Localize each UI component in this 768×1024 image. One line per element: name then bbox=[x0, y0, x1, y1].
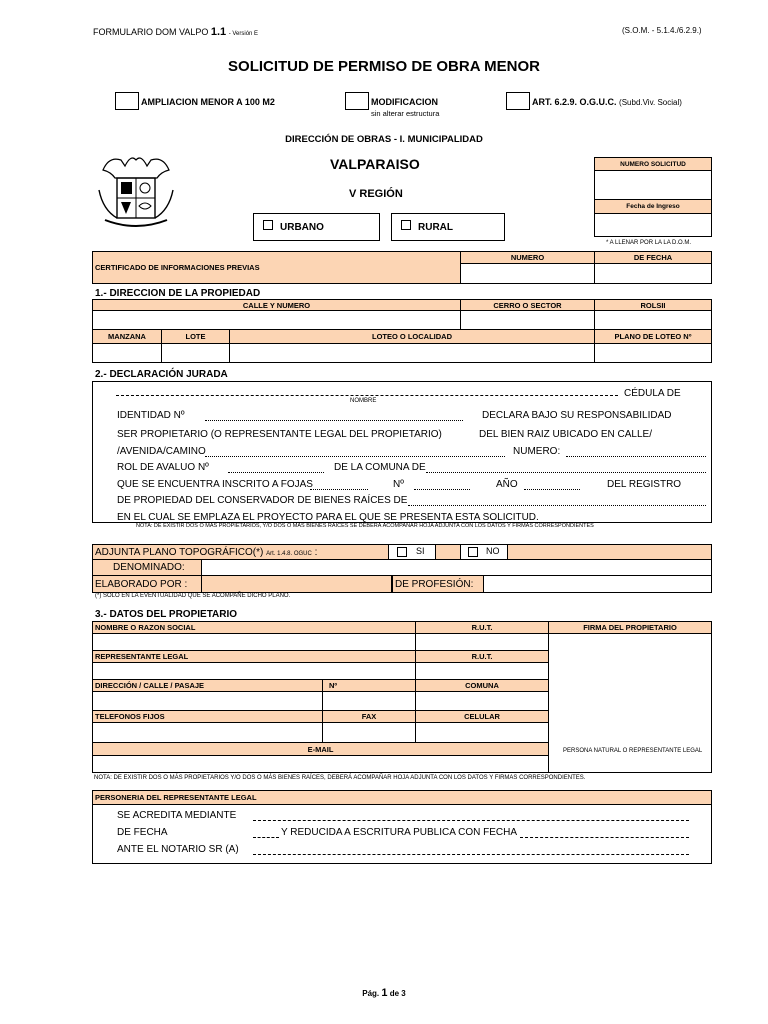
celular-field[interactable] bbox=[415, 722, 549, 743]
numero-solicitud-label: NUMERO SOLICITUD bbox=[594, 157, 712, 171]
lote-label: LOTE bbox=[161, 329, 230, 344]
region-name: V REGIÓN bbox=[349, 188, 403, 200]
fecha-ingreso-field[interactable] bbox=[594, 213, 712, 237]
celular-label: CELULAR bbox=[415, 710, 549, 723]
city-name: VALPARAISO bbox=[330, 156, 420, 172]
urbano-checkbox[interactable] bbox=[263, 220, 273, 230]
personeria-title: PERSONERIA DEL REPRESENTANTE LEGAL bbox=[92, 790, 712, 805]
fecha-line[interactable] bbox=[253, 837, 279, 838]
email-label: E-MAIL bbox=[92, 742, 549, 756]
nombre-caption: NOMBRE bbox=[350, 398, 377, 404]
notario-label: ANTE EL NOTARIO SR (A) bbox=[117, 844, 239, 855]
rural-label: RURAL bbox=[418, 222, 453, 233]
rol-avaluo-label: ROL DE AVALUO Nº bbox=[117, 462, 209, 473]
cedula-label: CÉDULA DE bbox=[624, 388, 681, 399]
plano-label: PLANO DE LOTEO Nº bbox=[594, 329, 712, 344]
numero-solicitud-field[interactable] bbox=[594, 170, 712, 200]
calle-label: CALLE Y NUMERO bbox=[92, 299, 461, 311]
acredita-line[interactable] bbox=[253, 820, 689, 821]
reducida-line[interactable] bbox=[520, 837, 689, 838]
rut-field[interactable] bbox=[415, 633, 549, 651]
form-code: (S.O.M. - 5.1.4./6.2.9.) bbox=[622, 26, 702, 35]
rural-checkbox[interactable] bbox=[401, 220, 411, 230]
rural-option[interactable] bbox=[391, 213, 505, 241]
numero-line[interactable] bbox=[566, 456, 706, 457]
bien-label: DEL BIEN RAIZ UBICADO EN CALLE/ bbox=[479, 429, 653, 440]
plano-adjunta-label: ADJUNTA PLANO TOPOGRÁFICO(*) Art. 1.4.8. OGUC : bbox=[95, 547, 318, 558]
calle-field[interactable] bbox=[92, 310, 461, 330]
section3-note: NOTA: DE EXISTIR DOS O MÁS PROPIETARIOS Y/O DOS O MÁS BIENES RAÍCES, DEBERÁ ACOMPAÑAR HOJA ADJUNTA CON LOS DATOS Y FIRMAS CORRESPONDIENTES. bbox=[94, 775, 586, 781]
n-label: Nº bbox=[393, 479, 404, 490]
representante-label: REPRESENTANTE LEGAL bbox=[92, 650, 416, 663]
numero-label: NUMERO: bbox=[513, 446, 561, 457]
plano-field[interactable] bbox=[594, 343, 712, 363]
ser-label: SER PROPIETARIO (O REPRESENTANTE LEGAL DEL PROPIETARIO) bbox=[117, 429, 442, 440]
rol-field[interactable] bbox=[594, 310, 712, 330]
section1-title: 1.- DIRECCION DE LA PROPIEDAD bbox=[95, 288, 261, 299]
rol-label: ROLSII bbox=[594, 299, 712, 311]
cip-label: CERTIFICADO DE INFORMACIONES PREVIAS bbox=[92, 251, 461, 284]
direccion-label: DIRECCIÓN / CALLE / PASAJE bbox=[92, 679, 323, 692]
elaborado-field[interactable] bbox=[201, 575, 393, 593]
representante-field[interactable] bbox=[92, 662, 416, 680]
urbano-label: URBANO bbox=[280, 222, 324, 233]
rut-label: R.U.T. bbox=[415, 621, 549, 634]
fojas-line[interactable] bbox=[310, 489, 368, 490]
nombre-line[interactable] bbox=[116, 395, 618, 396]
elaborado-label: ELABORADO POR : bbox=[92, 575, 392, 593]
si-checkbox[interactable] bbox=[397, 547, 407, 557]
modificacion-checkbox[interactable] bbox=[345, 92, 369, 110]
art-checkbox[interactable] bbox=[506, 92, 530, 110]
art-label: ART. 6.2.9. O.G.U.C. (Subd.Viv. Social) bbox=[532, 97, 682, 107]
notario-line[interactable] bbox=[253, 854, 689, 855]
cip-numero-field[interactable] bbox=[460, 263, 595, 284]
cerro-field[interactable] bbox=[460, 310, 595, 330]
rut2-field[interactable] bbox=[415, 662, 549, 680]
fecha-ingreso-label: Fecha de Ingreso bbox=[594, 199, 712, 214]
no-label: NO bbox=[486, 546, 500, 556]
ampliacion-checkbox[interactable] bbox=[115, 92, 139, 110]
section3-title: 3.- DATOS DEL PROPIETARIO bbox=[95, 609, 238, 620]
cip-numero-label: NUMERO bbox=[460, 251, 595, 264]
plano-note: (*) SOLO EN LA EVENTUALIDAD QUE SE ACOMPAÑE DICHO PLANO. bbox=[95, 593, 291, 599]
fojas-label: QUE SE ENCUENTRA INSCRITO A FOJAS bbox=[117, 479, 313, 490]
ano-line[interactable] bbox=[524, 489, 580, 490]
no-checkbox[interactable] bbox=[468, 547, 478, 557]
ano-label: AÑO bbox=[496, 479, 518, 490]
avenida-label: /AVENIDA/CAMINO bbox=[117, 446, 206, 457]
comuna-field[interactable] bbox=[415, 691, 549, 711]
persona-caption: PERSONA NATURAL O REPRESENTANTE LEGAL bbox=[563, 748, 703, 754]
comuna-line[interactable] bbox=[426, 472, 706, 473]
coat-of-arms-icon bbox=[95, 150, 177, 232]
section2-title: 2.- DECLARACIÓN JURADA bbox=[95, 369, 228, 380]
fax-label: FAX bbox=[322, 710, 416, 723]
direccion-field[interactable] bbox=[92, 691, 323, 711]
n-field[interactable] bbox=[322, 691, 416, 711]
emplaza-label: EN EL CUAL SE EMPLAZA EL PROYECTO PARA EL QUE SE PRESENTA ESTA SOLICITUD. bbox=[117, 512, 539, 523]
direccion-obras: DIRECCIÓN DE OBRAS - I. MUNICIPALIDAD bbox=[285, 134, 483, 145]
avenida-line[interactable] bbox=[205, 456, 505, 457]
cip-fecha-field[interactable] bbox=[594, 263, 712, 284]
loteo-field[interactable] bbox=[229, 343, 595, 363]
comuna-label: DE LA COMUNA DE bbox=[334, 462, 426, 473]
rut2-label: R.U.T. bbox=[415, 650, 549, 663]
page-number: Pág. 1 de 3 bbox=[362, 987, 406, 999]
comuna-label-3: COMUNA bbox=[415, 679, 549, 692]
nombre-razon-field[interactable] bbox=[92, 633, 416, 651]
manzana-field[interactable] bbox=[92, 343, 162, 363]
fecha-label: DE FECHA bbox=[117, 827, 168, 838]
nombre-razon-label: NOMBRE O RAZON SOCIAL bbox=[92, 621, 416, 634]
acredita-label: SE ACREDITA MEDIANTE bbox=[117, 810, 237, 821]
n-line[interactable] bbox=[414, 489, 470, 490]
reducida-label: Y REDUCIDA A ESCRITURA PUBLICA CON FECHA bbox=[281, 827, 517, 838]
form-name: FORMULARIO DOM VALPO 1.1 - Versión E bbox=[93, 26, 259, 38]
fax-field[interactable] bbox=[322, 722, 416, 743]
denominado-field[interactable] bbox=[201, 559, 712, 576]
si-label: SI bbox=[416, 546, 425, 556]
telefonos-label: TELEFONOS FIJOS bbox=[92, 710, 323, 723]
section2-note: NOTA: DE EXISTIR DOS O MÁS PROPIETARIOS, Y/O DOS O MÁS BIENES RAÍCES SE DEBERÁ ACOMPAÑAR HOJA ADJUNTA CON LOS DATOS Y FIRMAS CORRESPONDIENTES bbox=[136, 523, 594, 529]
declara-label: DECLARA BAJO SU RESPONSABILIDAD bbox=[482, 410, 672, 421]
propiedad-label: DE PROPIEDAD DEL CONSERVADOR DE BIENES RAÍCES DE bbox=[117, 495, 408, 506]
modificacion-label: MODIFICACION bbox=[371, 97, 438, 107]
cip-fecha-label: DE FECHA bbox=[594, 251, 712, 264]
solicitud-note: * A LLENAR POR LA LA D.O.M. bbox=[606, 240, 692, 246]
telefonos-field[interactable] bbox=[92, 722, 323, 743]
cerro-label: CERRO O SECTOR bbox=[460, 299, 595, 311]
urbano-option[interactable] bbox=[253, 213, 380, 241]
denominado-label: DENOMINADO: bbox=[92, 559, 202, 576]
profesion-field[interactable] bbox=[483, 575, 712, 593]
n-label-3: Nº bbox=[322, 679, 416, 692]
registro-label: DEL REGISTRO bbox=[607, 479, 682, 490]
ampliacion-label: AMPLIACION MENOR A 100 M2 bbox=[141, 97, 275, 107]
propiedad-line[interactable] bbox=[408, 505, 706, 506]
rol-line[interactable] bbox=[228, 472, 324, 473]
email-field[interactable] bbox=[92, 755, 549, 773]
loteo-label: LOTEO O LOCALIDAD bbox=[229, 329, 595, 344]
si-cell[interactable] bbox=[388, 544, 436, 560]
modificacion-note: sin alterar estructura bbox=[371, 109, 440, 118]
identidad-label: IDENTIDAD Nº bbox=[117, 410, 185, 421]
firma-label: FIRMA DEL PROPIETARIO bbox=[548, 621, 712, 634]
identidad-line[interactable] bbox=[205, 420, 463, 421]
page-title: SOLICITUD DE PERMISO DE OBRA MENOR bbox=[228, 58, 540, 75]
manzana-label: MANZANA bbox=[92, 329, 162, 344]
lote-field[interactable] bbox=[161, 343, 230, 363]
profesion-label: DE PROFESIÓN: bbox=[392, 575, 484, 593]
